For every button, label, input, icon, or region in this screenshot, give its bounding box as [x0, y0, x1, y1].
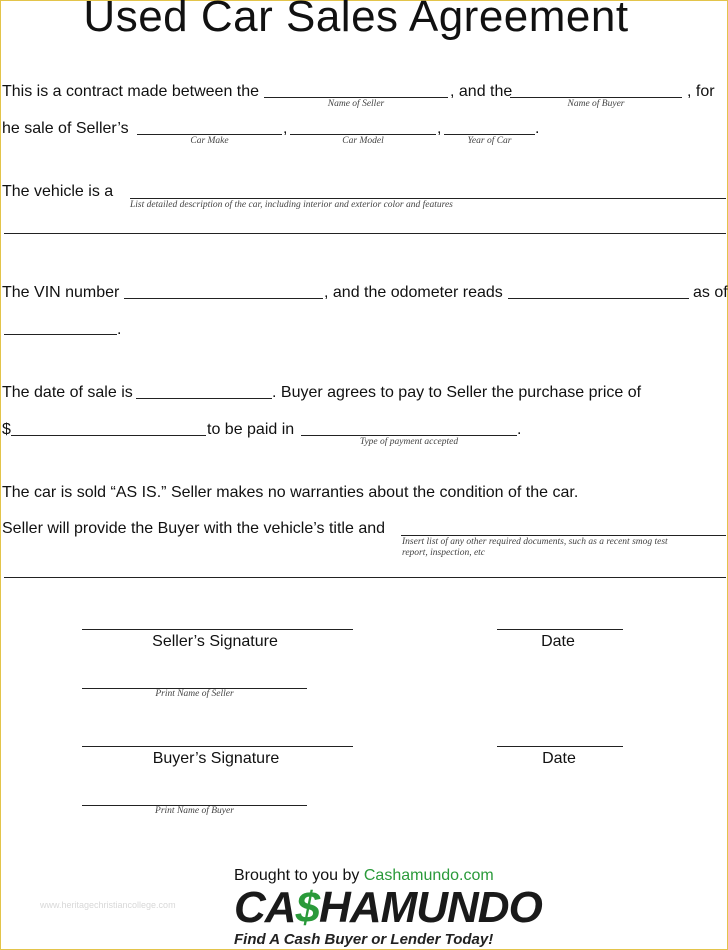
vin-field[interactable] [124, 298, 323, 299]
comma-1: , [283, 120, 288, 137]
other-documents-caption-1: Insert list of any other required documents, such as a recent smog test [402, 537, 668, 547]
other-documents-field-2[interactable] [4, 577, 726, 578]
seller-date-field[interactable] [497, 629, 623, 630]
payment-type-caption: Type of payment accepted [359, 437, 459, 447]
buyer-name-field[interactable] [510, 97, 682, 98]
cashamundo-link[interactable]: Cashamundo.com [363, 867, 494, 884]
logo-tagline: Find A Cash Buyer or Lender Today! [234, 931, 494, 948]
buyer-date-field[interactable] [497, 746, 623, 747]
and-the-text: , and the [450, 83, 513, 100]
vehicle-is-text: The vehicle is a [2, 183, 114, 200]
date-of-sale-field[interactable] [136, 398, 272, 399]
odometer-field[interactable] [508, 298, 689, 299]
buyer-signature-field[interactable] [82, 746, 353, 747]
car-make-caption: Car Make [190, 136, 229, 146]
seller-signature-field[interactable] [82, 629, 353, 630]
other-documents-caption-2: report, inspection, etc [402, 548, 486, 558]
logo-part-1: CA [234, 883, 296, 932]
buyer-signature-label: Buyer’s Signature [152, 750, 280, 767]
car-year-caption: Year of Car [467, 136, 512, 146]
dollar-sign: $ [2, 421, 11, 438]
buyer-name-caption: Name of Buyer [567, 99, 625, 109]
sale-of-seller-text: he sale of Seller’s [2, 120, 129, 137]
contract-intro-text: This is a contract made between the [2, 83, 260, 100]
buyer-date-label: Date [542, 750, 576, 767]
vehicle-description-field-2[interactable] [4, 233, 726, 234]
seller-name-field[interactable] [264, 97, 448, 98]
period-3: . [517, 421, 522, 438]
seller-name-caption: Name of Seller [327, 99, 385, 109]
comma-2: , [437, 120, 442, 137]
seller-signature-label: Seller’s Signature [152, 633, 278, 650]
document-title: Used Car Sales Agreement [83, 0, 629, 41]
car-year-field[interactable] [444, 134, 535, 135]
car-make-field[interactable] [137, 134, 282, 135]
brought-by-text: Brought to you by [234, 867, 360, 884]
odometer-reads-text: , and the odometer reads [324, 284, 503, 301]
seller-print-name-caption: Print Name of Seller [155, 689, 234, 699]
odometer-date-field[interactable] [4, 334, 117, 335]
vehicle-description-field[interactable] [130, 198, 726, 199]
car-model-field[interactable] [290, 134, 436, 135]
other-documents-field[interactable] [401, 535, 726, 536]
title-documents-text: Seller will provide the Buyer with the vehicle’s title and [2, 520, 386, 537]
cashamundo-logo [234, 883, 542, 932]
payment-type-field[interactable] [301, 435, 517, 436]
logo-dollar-sign: $ [295, 883, 320, 932]
watermark-text: www.heritagechristiancollege.com [40, 900, 176, 910]
buyer-print-name-caption: Print Name of Buyer [155, 806, 234, 816]
date-of-sale-text: The date of sale is [2, 384, 133, 401]
as-of-text: as of [693, 284, 728, 301]
period-2: . [117, 321, 122, 338]
purchase-price-field[interactable] [11, 435, 206, 436]
logo-part-2: HAMUNDO [319, 883, 542, 932]
as-is-statement: The car is sold “AS IS.” Seller makes no warranties about the condition of the car. [2, 484, 579, 501]
vehicle-description-caption: List detailed description of the car, including interior and exterior color and features [130, 200, 453, 210]
for-text: , for [687, 83, 715, 100]
seller-date-label: Date [541, 633, 575, 650]
to-be-paid-in-text: to be paid in [207, 421, 295, 438]
purchase-price-text: . Buyer agrees to pay to Seller the purchase price of [272, 384, 642, 401]
period-1: . [535, 120, 540, 137]
vin-number-text: The VIN number [2, 284, 120, 301]
car-model-caption: Car Model [342, 136, 384, 146]
